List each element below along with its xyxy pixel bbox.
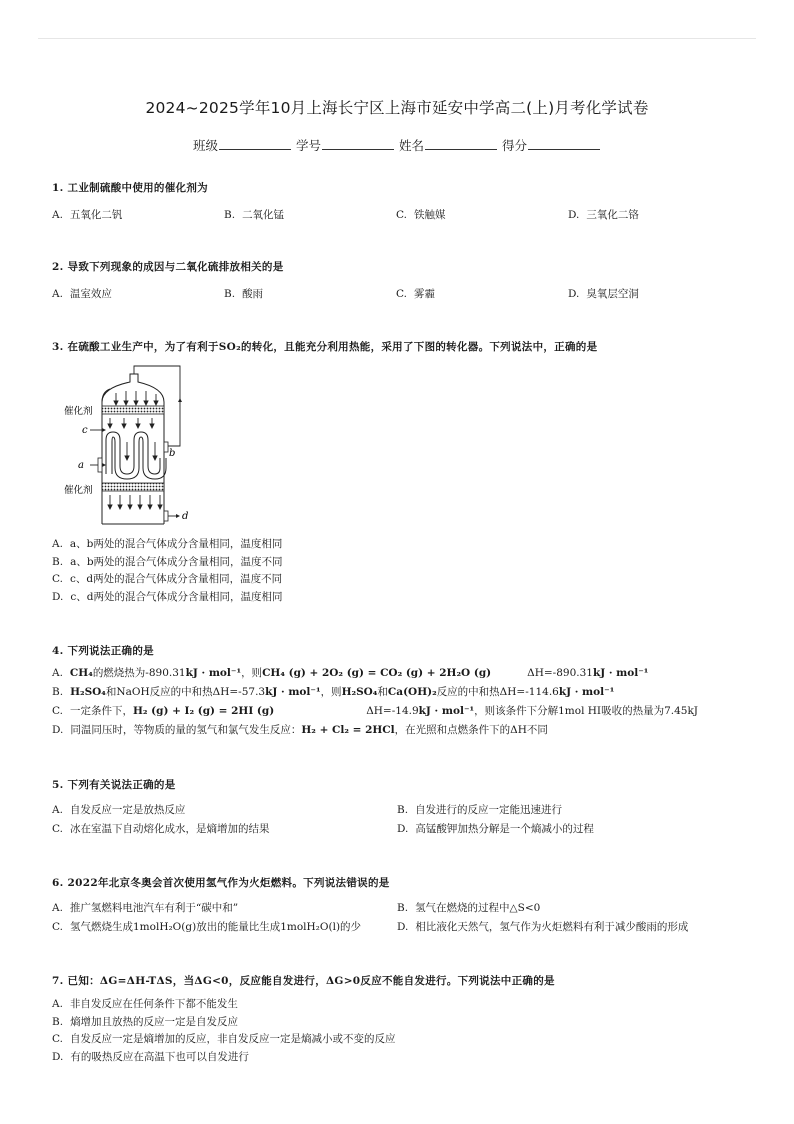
option-a[interactable]: A. 温室效应: [52, 288, 112, 300]
options-list: [52, 664, 754, 740]
question-number: 6.: [52, 877, 64, 889]
name-field-blank[interactable]: [425, 137, 497, 150]
option-b[interactable]: B. 二氧化锰: [224, 209, 285, 221]
question-1: [52, 181, 754, 222]
question-3-options: [52, 536, 754, 606]
exam-title: 2024~2025学年10月上海长宁区上海市延安中学高二(上)月考化学试卷: [145, 99, 649, 117]
header-rule: [38, 38, 756, 39]
question-3: [52, 340, 754, 354]
question-stem: [52, 260, 754, 274]
option-c[interactable]: C. 氢气燃烧生成1molH₂O(g)放出的能量比生成1molH₂O(l)的少: [52, 921, 362, 933]
option-d[interactable]: D. 相比液化天然气，氢气作为火炬燃料有利于减少酸雨的形成: [397, 921, 689, 933]
question-text: 导致下列现象的成因与二氧化硫排放相关的是: [67, 261, 284, 273]
question-7: [52, 974, 754, 1066]
question-text-pre: 在硫酸工业生产中，为了有利于: [67, 341, 219, 353]
label-d: d: [182, 511, 189, 522]
option-c[interactable]: C. c、d两处的混合气体成分含量相同，温度不同: [52, 573, 283, 585]
options-row: [52, 286, 754, 301]
question-stem: [52, 644, 754, 658]
question-stem: [52, 778, 754, 792]
question-number: 5.: [52, 779, 64, 791]
option-d[interactable]: D. 臭氧层空洞: [568, 288, 639, 300]
option-d[interactable]: D. 高锰酸钾加热分解是一个熵减小的过程: [397, 823, 594, 835]
question-stem: [52, 974, 754, 988]
question-stem: [52, 181, 754, 195]
catalyst-label-top: 催化剂: [64, 406, 93, 417]
question-number: 7.: [52, 975, 64, 987]
question-number: 4.: [52, 645, 64, 657]
score-field-label: 得分: [501, 138, 527, 153]
id-field-blank[interactable]: [322, 137, 394, 150]
question-6: [52, 876, 754, 934]
option-d[interactable]: D. 三氧化二铬: [568, 209, 639, 221]
option-b[interactable]: B. a、b两处的混合气体成分含量相同，温度不同: [52, 555, 283, 568]
option-d[interactable]: D. c、d两处的混合气体成分含量相同，温度相同: [52, 590, 283, 603]
option-b[interactable]: B. 酸雨: [224, 288, 264, 300]
option-b[interactable]: B. H₂SO₄和NaOH反应的中和热ΔH=-57.3kJ · mol⁻¹，则H₂SO₄和Ca(OH)₂反应的中和热ΔH=-114.6kJ · mol⁻¹: [52, 686, 615, 698]
options-row: [52, 207, 754, 222]
question-text-post: 的转化，且能充分利用热能，采用了下图的转化器。下列说法中，正确的是: [240, 341, 598, 353]
option-b[interactable]: B. 自发进行的反应一定能迅速进行: [397, 804, 563, 816]
option-a[interactable]: A. a、b两处的混合气体成分含量相同，温度相同: [52, 538, 283, 550]
question-4: [52, 644, 754, 740]
option-a[interactable]: A. 自发反应一定是放热反应: [52, 804, 186, 816]
student-info-line: [0, 136, 794, 154]
option-c[interactable]: C. 雾霾: [396, 288, 435, 300]
class-field-blank[interactable]: [219, 137, 291, 150]
options-grid: [52, 900, 754, 934]
score-field-blank[interactable]: [528, 137, 600, 150]
option-b[interactable]: B. 熵增加且放热的反应一定是自发反应: [52, 1015, 239, 1028]
question-text: 2022年北京冬奥会首次使用氢气作为火炬燃料。下列说法错误的是: [67, 877, 390, 889]
options-list: [52, 996, 754, 1066]
options-grid: [52, 802, 754, 836]
converter-diagram: [50, 362, 200, 530]
question-number: 2.: [52, 261, 64, 273]
question-text: 已知：ΔG=ΔH-TΔS，当ΔG<0，反应能自发进行，ΔG>0反应不能自发进行。下列说法中正确的是: [67, 975, 555, 987]
question-2: [52, 260, 754, 301]
option-c[interactable]: C. 一定条件下，H₂ (g) + I₂ (g) = 2HI (g) ΔH=-14.9kJ · mol⁻¹，则该条件下分解1mol HI吸收的热量为7.45kJ: [52, 705, 699, 717]
question-5: [52, 778, 754, 836]
class-field-label: 班级: [192, 138, 218, 153]
question-number: 3.: [52, 341, 64, 353]
option-b[interactable]: B. 氢气在燃烧的过程中△S<0: [397, 902, 541, 914]
option-c[interactable]: C. 冰在室温下自动熔化成水，是熵增加的结果: [52, 823, 270, 835]
catalyst-label-bottom: 催化剂: [64, 485, 93, 496]
option-a[interactable]: A. 五氧化二钒: [52, 209, 123, 221]
option-a[interactable]: A. 非自发反应在任何条件下都不能发生: [52, 998, 238, 1010]
label-c: c: [82, 425, 88, 436]
question-stem: [52, 876, 754, 890]
option-a[interactable]: A. 推广氢燃料电池汽车有利于“碳中和”: [52, 902, 239, 914]
so2-formula: SO₂: [218, 341, 241, 353]
options-list: [52, 536, 754, 606]
label-b: b: [169, 448, 176, 459]
option-c[interactable]: C. 铁触媒: [396, 209, 446, 221]
question-number: 1.: [52, 182, 64, 194]
label-a: a: [78, 460, 84, 471]
option-a[interactable]: A. CH₄的燃烧热为-890.31kJ · mol⁻¹，则CH₄ (g) + 2O₂ (g) = CO₂ (g) + 2H₂O (g) ΔH=-890.31kJ · mol⁻¹: [52, 667, 649, 679]
option-d[interactable]: D. 有的吸热反应在高温下也可以自发进行: [52, 1050, 249, 1063]
id-field-label: 学号: [295, 138, 321, 153]
name-field-label: 姓名: [398, 138, 424, 153]
question-text: 工业制硫酸中使用的催化剂为: [67, 182, 208, 194]
question-text: 下列有关说法正确的是: [67, 779, 176, 791]
question-text: 下列说法正确的是: [67, 645, 154, 657]
question-stem: [52, 340, 754, 354]
option-d[interactable]: D. 同温同压时，等物质的量的氢气和氯气发生反应：H₂ + Cl₂ = 2HCl，在光照和点燃条件下的ΔH不同: [52, 724, 548, 736]
option-c[interactable]: C. 自发反应一定是熵增加的反应，非自发反应一定是熵减小或不变的反应: [52, 1033, 396, 1045]
